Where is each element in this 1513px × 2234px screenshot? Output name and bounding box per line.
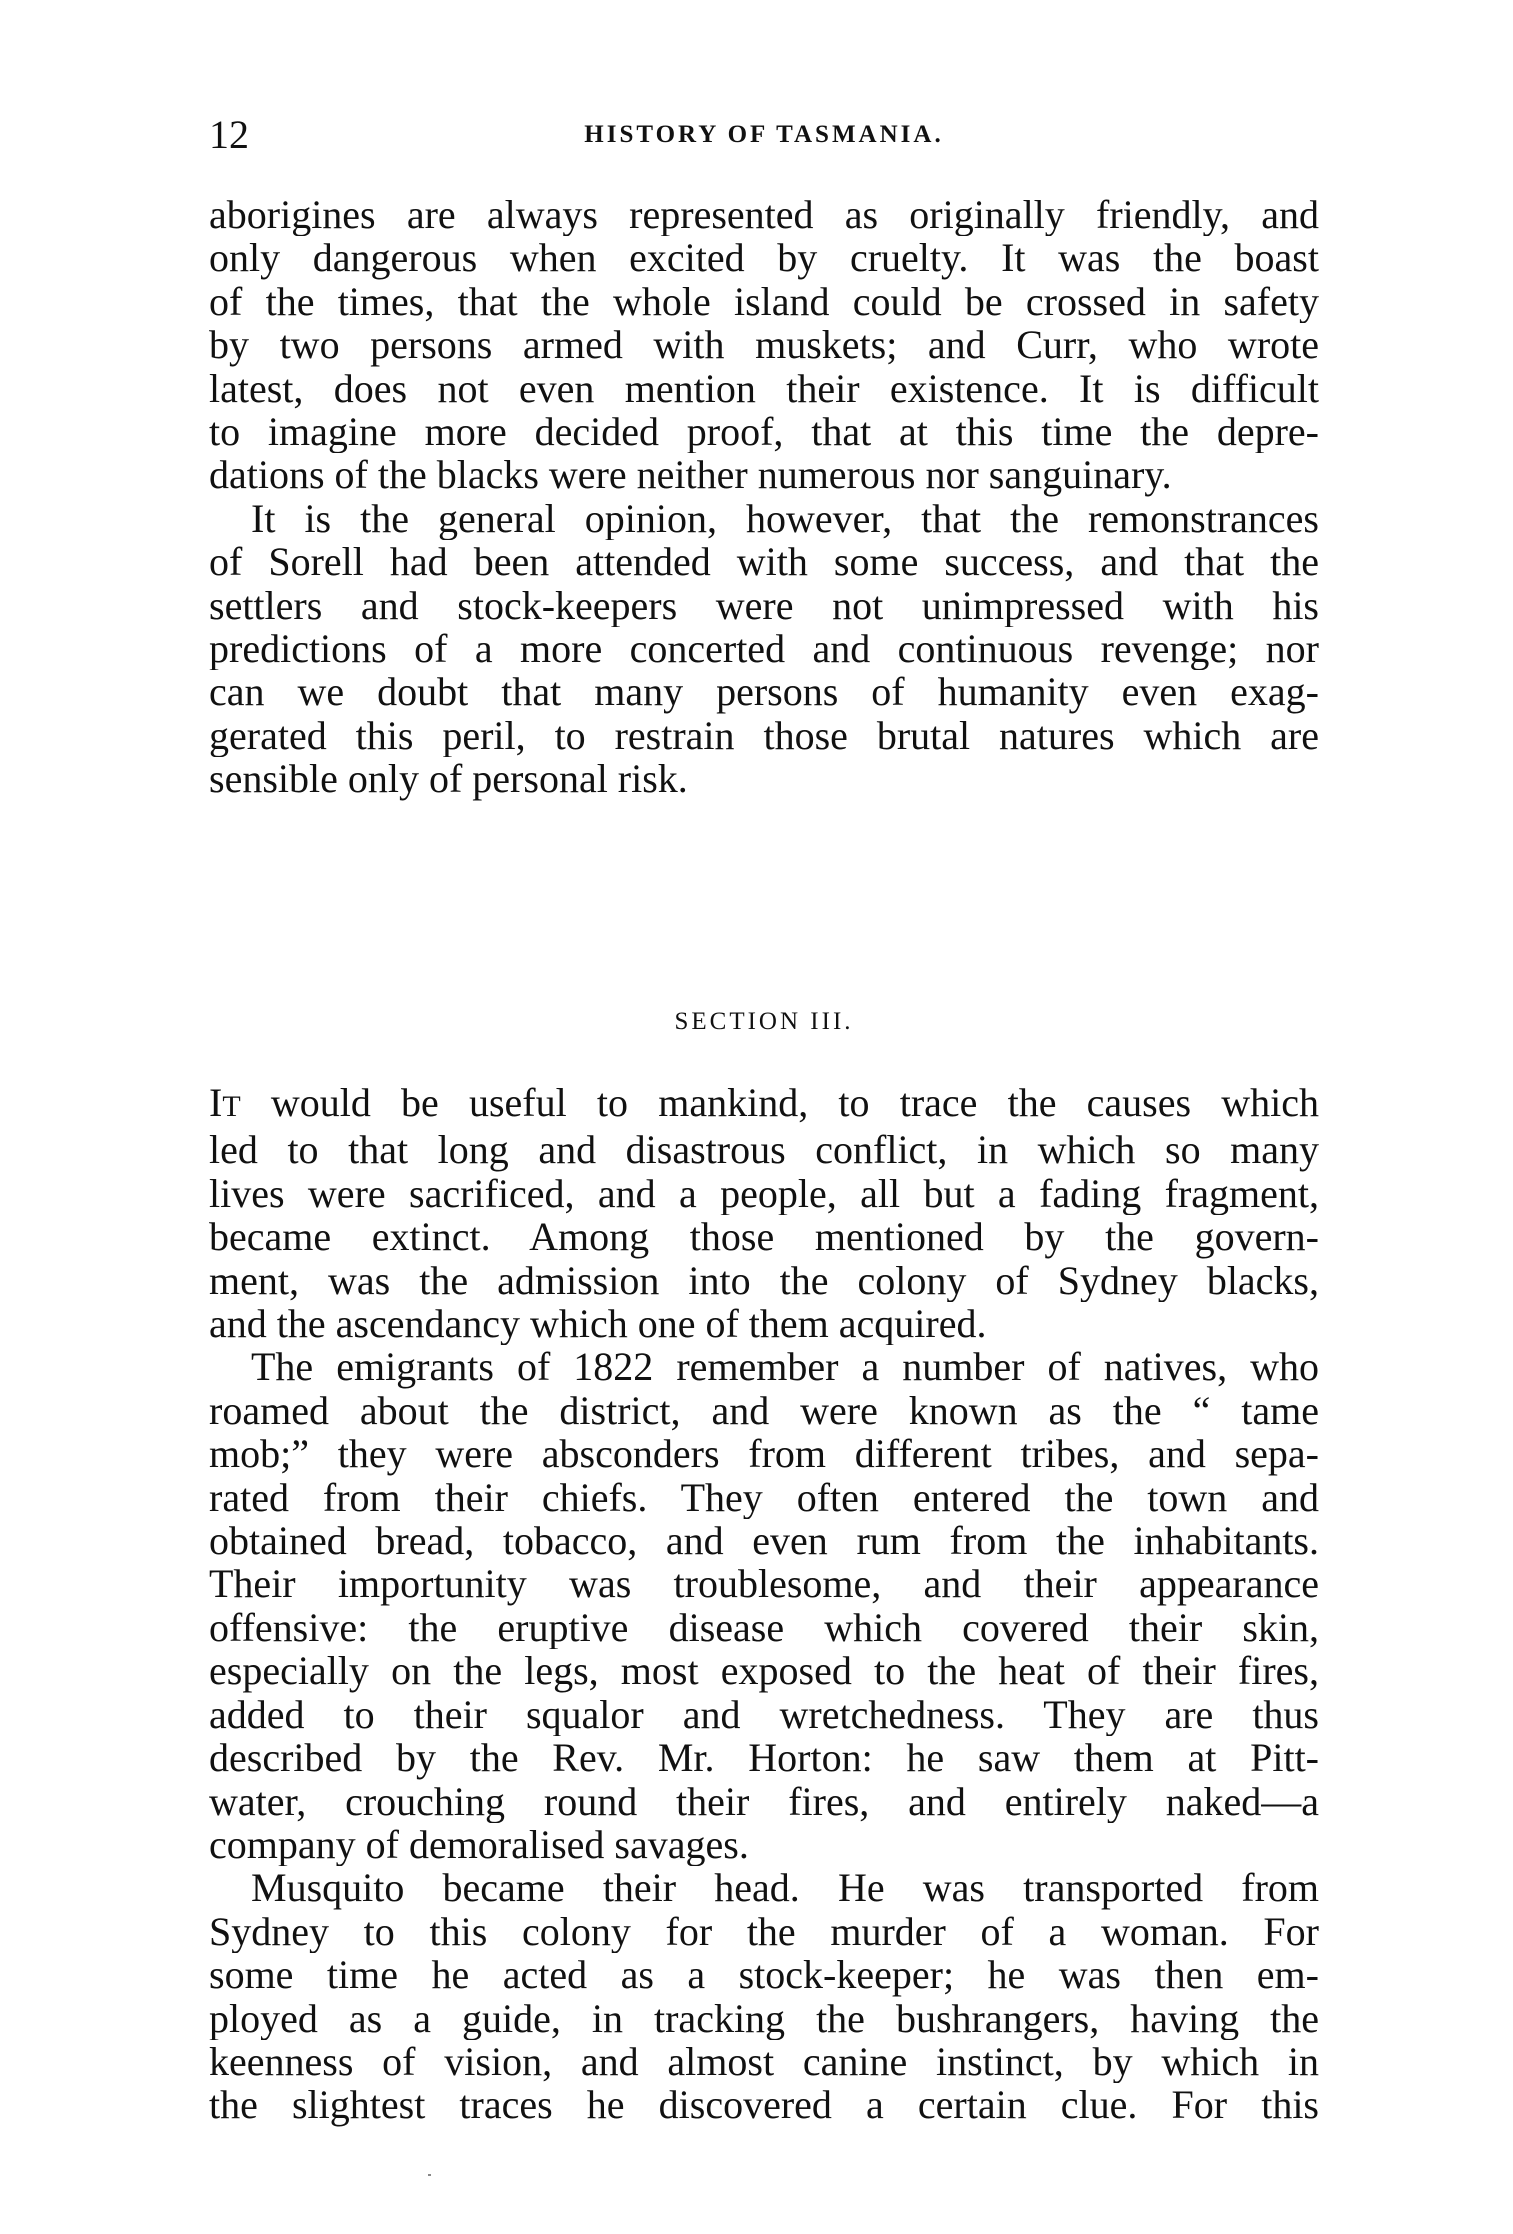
text-line: became extinct. Among those mentioned by the govern- — [209, 1215, 1319, 1259]
text-line: mob;” they were absconders from different tribes, and sepa- — [209, 1432, 1319, 1476]
text-line: settlers and stock-keepers were not unimpressed with his — [209, 583, 1319, 628]
text-line: offensive: the eruptive disease which covered their skin, — [209, 1605, 1319, 1650]
opening-capital: I — [209, 1081, 223, 1125]
text-line: and the ascendancy which one of them acquired. — [209, 1302, 987, 1346]
text-line: sensible only of personal risk. — [209, 757, 688, 801]
page-header — [209, 108, 1319, 162]
text-line: described by the Rev. Mr. Horton: he saw them at Pitt- — [209, 1736, 1319, 1780]
text-line: latest, does not even mention their existence. It is difficult — [209, 366, 1319, 411]
text-line: lives were sacrificed, and a people, all but a fading fragment, — [209, 1171, 1319, 1216]
text-line: especially on the legs, most exposed to the heat of their fires, — [209, 1649, 1319, 1693]
text-line: roamed about the district, and were known as the “ tame — [209, 1388, 1319, 1433]
text-line-opening — [209, 1081, 1319, 1128]
text-line: company of demoralised savages. — [209, 1822, 749, 1867]
section-heading: SECTION III. — [674, 1008, 854, 1035]
text-line: led to that long and disastrous conflict, in which so many — [209, 1128, 1319, 1172]
text-line: by two persons armed with muskets; and Curr, who wrote — [209, 323, 1319, 367]
text-line: ment, was the admission into the colony of Sydney blacks, — [209, 1258, 1319, 1303]
text-line: dations of the blacks were neither numerous nor sanguinary. — [209, 453, 1172, 497]
text-line: can we doubt that many persons of humanity even exag- — [209, 670, 1319, 714]
paragraph — [209, 1081, 1319, 1345]
text-block-before-section — [209, 193, 1319, 801]
paragraph — [209, 497, 1319, 801]
text-line: water, crouching round their fires, and entirely naked—a — [209, 1779, 1319, 1823]
print-speck — [428, 2174, 431, 2176]
page-number: 12 — [209, 112, 249, 157]
text-line: The emigrants of 1822 remember a number of natives, who — [251, 1345, 1319, 1389]
paragraph — [209, 1345, 1319, 1866]
text-line: Their importunity was troublesome, and their appearance — [209, 1562, 1319, 1606]
text-line: Sydney to this colony for the murder of a woman. For — [209, 1909, 1319, 1954]
text-line: to imagine more decided proof, that at this time the depre- — [209, 410, 1319, 454]
text-block-after-section — [209, 1081, 1319, 2127]
text-line: added to their squalor and wretchedness. They are thus — [209, 1692, 1319, 1737]
text-line: keenness of vision, and almost canine instinct, by which in — [209, 2039, 1319, 2084]
text-line: only dangerous when excited by cruelty. It was the boast — [209, 236, 1319, 280]
paragraph — [209, 193, 1319, 497]
opening-line-text: would be useful to mankind, to trace the causes which — [240, 1081, 1319, 1125]
text-line: ployed as a guide, in tracking the bushrangers, having the — [209, 1996, 1319, 2040]
running-title: HISTORY OF TASMANIA. — [584, 121, 944, 148]
text-line: Musquito became their head. He was transported from — [251, 1866, 1319, 1910]
text-line: rated from their chiefs. They often entered the town and — [209, 1475, 1319, 1520]
text-line: of Sorell had been attended with some success, and that the — [209, 540, 1319, 584]
opening-small-capital: T — [222, 1090, 241, 1123]
text-line: of the times, that the whole island could be crossed in safety — [209, 279, 1319, 324]
paragraph — [209, 1866, 1319, 2126]
text-line: the slightest traces he discovered a certain clue. For this — [209, 2083, 1319, 2127]
text-line: aborigines are always represented as originally friendly, and — [209, 193, 1319, 237]
text-line: some time he acted as a stock-keeper; he was then em- — [209, 1953, 1319, 1997]
text-line: predictions of a more concerted and continuous revenge; nor — [209, 627, 1319, 671]
text-line: gerated this peril, to restrain those brutal natures which are — [209, 713, 1319, 758]
text-line: It is the general opinion, however, that the remonstrances — [251, 496, 1319, 541]
text-line: obtained bread, tobacco, and even rum from the inhabitants. — [209, 1519, 1319, 1563]
